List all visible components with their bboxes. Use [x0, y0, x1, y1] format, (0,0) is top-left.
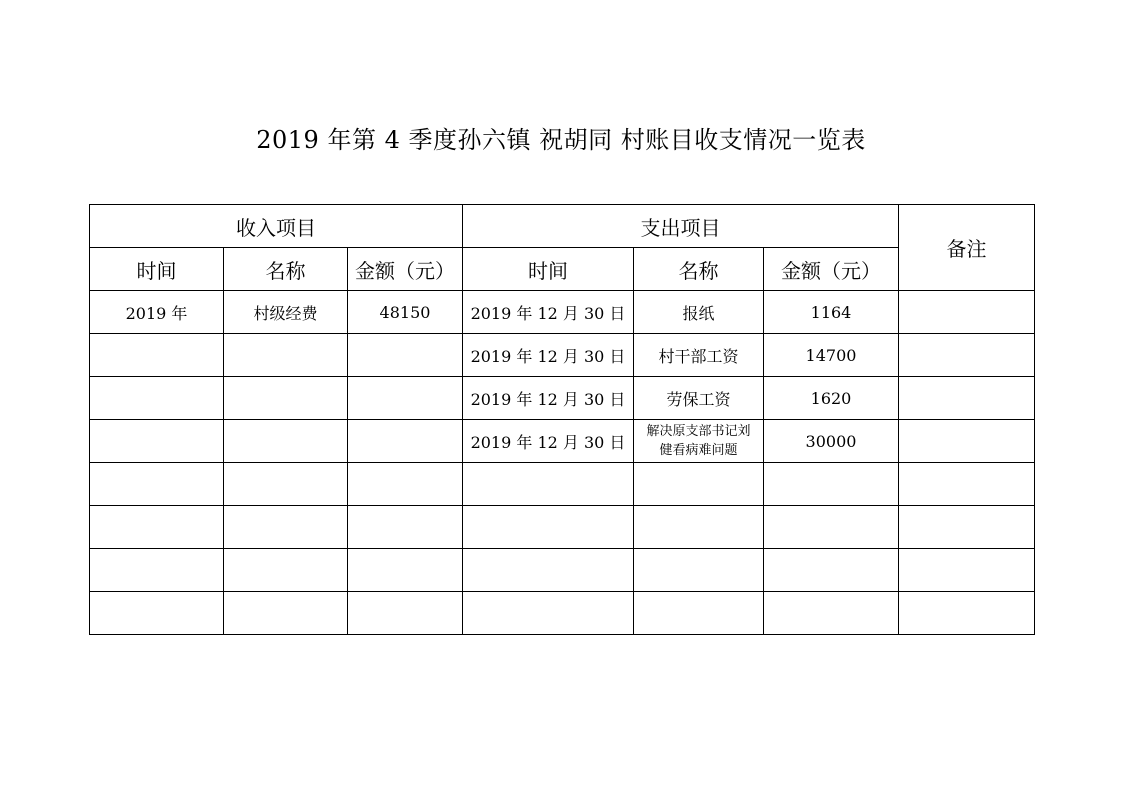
income-amount-cell [348, 549, 463, 592]
income-name-cell [224, 506, 348, 549]
column-header-row [90, 248, 1035, 291]
expense-amount-cell: 30000 [764, 420, 899, 463]
expense-name-cell: 报纸 [634, 291, 764, 334]
expense-amount-cell [764, 549, 899, 592]
expense-amount-cell: 14700 [764, 334, 899, 377]
income-group-header: 收入项目 [90, 205, 463, 248]
remark-cell [899, 463, 1035, 506]
expense-amount-cell: 1164 [764, 291, 899, 334]
remark-cell [899, 377, 1035, 420]
table-row [90, 377, 1035, 420]
income-time-cell [90, 463, 224, 506]
remark-cell [899, 291, 1035, 334]
income-name-cell [224, 377, 348, 420]
expense-time-cell [463, 463, 634, 506]
expense-name-cell [634, 549, 764, 592]
remark-cell [899, 592, 1035, 635]
expense-name-cell [634, 463, 764, 506]
expense-amount-cell [764, 463, 899, 506]
income-amount-cell [348, 592, 463, 635]
expense-time-cell: 2019 年 12 月 30 日 [463, 377, 634, 420]
income-amount-cell: 48150 [348, 291, 463, 334]
expense-name-cell: 村干部工资 [634, 334, 764, 377]
table-row [90, 334, 1035, 377]
table-row [90, 420, 1035, 463]
remark-cell [899, 420, 1035, 463]
table-row [90, 549, 1035, 592]
expense-name-line1: 解决原支部书记刘 [646, 424, 751, 439]
income-time-cell [90, 334, 224, 377]
income-time-cell [90, 549, 224, 592]
remark-cell [899, 506, 1035, 549]
income-time-cell [90, 506, 224, 549]
income-amount-cell [348, 334, 463, 377]
expense-name-cell [634, 420, 764, 463]
expense-time-cell [463, 506, 634, 549]
income-time-cell: 2019 年 [90, 291, 224, 334]
expense-amount-cell [764, 592, 899, 635]
expense-amount-header: 金额（元） [764, 248, 899, 291]
expense-time-cell [463, 592, 634, 635]
page-title: 2019 年第 4 季度孙六镇 祝胡同 村账目收支情况一览表 [256, 126, 866, 154]
remark-cell [899, 549, 1035, 592]
table-row [90, 592, 1035, 635]
income-amount-cell [348, 420, 463, 463]
expense-name-header: 名称 [634, 248, 764, 291]
income-time-header: 时间 [90, 248, 224, 291]
expense-name-line2: 健看病难问题 [659, 443, 738, 458]
group-header-row [90, 205, 1035, 248]
income-amount-header: 金额（元） [348, 248, 463, 291]
income-name-cell [224, 334, 348, 377]
ledger-table [89, 204, 1035, 635]
remark-cell [899, 334, 1035, 377]
income-amount-cell [348, 506, 463, 549]
income-name-cell [224, 420, 348, 463]
income-time-cell [90, 420, 224, 463]
table-row [90, 506, 1035, 549]
income-name-cell [224, 592, 348, 635]
expense-time-header: 时间 [463, 248, 634, 291]
expense-time-cell: 2019 年 12 月 30 日 [463, 420, 634, 463]
income-time-cell [90, 377, 224, 420]
expense-time-cell: 2019 年 12 月 30 日 [463, 334, 634, 377]
income-name-cell: 村级经费 [224, 291, 348, 334]
income-name-header: 名称 [224, 248, 348, 291]
remark-header: 备注 [899, 205, 1035, 291]
expense-time-cell [463, 549, 634, 592]
income-name-cell [224, 549, 348, 592]
expense-group-header: 支出项目 [463, 205, 899, 248]
expense-name-cell [634, 506, 764, 549]
expense-amount-cell [764, 506, 899, 549]
expense-name-cell: 劳保工资 [634, 377, 764, 420]
income-name-cell [224, 463, 348, 506]
expense-name-cell [634, 592, 764, 635]
table-row [90, 291, 1035, 334]
table-row [90, 463, 1035, 506]
income-amount-cell [348, 463, 463, 506]
expense-time-cell: 2019 年 12 月 30 日 [463, 291, 634, 334]
expense-amount-cell: 1620 [764, 377, 899, 420]
income-amount-cell [348, 377, 463, 420]
income-time-cell [90, 592, 224, 635]
